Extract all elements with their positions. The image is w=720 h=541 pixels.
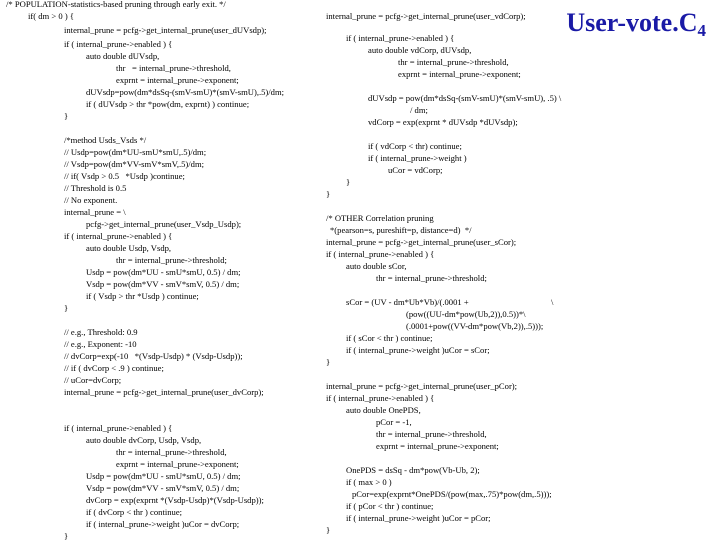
code-line: uCor = vdCorp; — [388, 165, 443, 175]
code-line: // e.g., Exponent: -10 — [64, 339, 137, 349]
code-line: internal_prune = pcfg->get_internal_prune(user_vdCorp); — [326, 11, 526, 21]
code-line: } — [326, 189, 331, 199]
code-line: // Vsdp=pow(dm*VV-smV*smV,.5)/dm; — [64, 159, 205, 169]
code-line: // Threshold is 0.5 — [64, 183, 127, 193]
code-line: thr = internal_prune->threshold, — [116, 447, 227, 457]
code-line: if ( internal_prune->enabled ) { — [64, 423, 173, 433]
code-line: } — [326, 357, 331, 367]
code-line: // dvCorp=exp(-10 *(Vsdp-Usdp) * (Vsdp-Usdp)); — [64, 351, 243, 361]
code-line: if ( internal_prune->enabled ) { — [326, 249, 435, 259]
code-line: Usdp = pow(dm*UU - smU*smU, 0.5) / dm; — [86, 267, 241, 277]
code-line: if ( internal_prune->weight )uCor = sCor; — [346, 345, 490, 355]
code-line: // No exponent. — [64, 195, 118, 205]
code-line: if ( internal_prune->enabled ) { — [64, 231, 173, 241]
code-line: Vsdp = pow(dm*VV - smV*smV, 0.5) / dm; — [86, 483, 240, 493]
slide-title — [566, 8, 706, 41]
code-line: /*method Usds_Vsds */ — [64, 135, 147, 145]
slide-title-text: User-vote.C — [566, 8, 698, 37]
code-line: vdCorp = exp(exprnt * dUVsdp *dUVsdp); — [368, 117, 518, 127]
code-line: } — [64, 111, 69, 121]
code-line: if ( internal_prune->enabled ) { — [326, 393, 435, 403]
code-line: auto double OnePDS, — [346, 405, 421, 415]
code-line: if ( internal_prune->weight )uCor = dvCorp; — [86, 519, 240, 529]
code-line: /* OTHER Correlation pruning — [326, 213, 434, 223]
code-line: if ( dUVsdp > thr *pow(dm, exprnt) ) continue; — [86, 99, 250, 109]
code-line: } — [346, 177, 351, 187]
code-line: pCor = -1, — [376, 417, 412, 427]
code-line: if ( internal_prune->enabled ) { — [64, 39, 173, 49]
code-line: (.0001+pow((VV-dm*pow(Vb,2)),.5))); — [406, 321, 544, 331]
code-line: auto double dUVsdp, — [86, 51, 160, 61]
code-line: if ( Vsdp > thr *Usdp ) continue; — [86, 291, 199, 301]
code-line: internal_prune = pcfg->get_internal_prune(user_sCor); — [326, 237, 517, 247]
code-line: // uCor=dvCorp; — [64, 375, 122, 385]
code-line: auto double Usdp, Vsdp, — [86, 243, 172, 253]
code-line: if ( vdCorp < thr) continue; — [368, 141, 462, 151]
code-line: dUVsdp = pow(dm*dsSq-(smV-smU)*(smV-smU), .5) \ — [368, 93, 562, 103]
code-line: if ( dvCorp < thr ) continue; — [86, 507, 183, 517]
code-line: *(pearson=s, pureshift=p, distance=d) */ — [330, 225, 472, 235]
code-line: if( dm > 0 ) { — [28, 11, 74, 21]
slide-title-subscript: 4 — [697, 21, 706, 40]
code-line: dvCorp = exp(exprnt *(Vsdp-Usdp)*(Vsdp-Usdp)); — [86, 495, 264, 505]
code-line: exprnt = internal_prune->exponent; — [398, 69, 521, 79]
code-line: // e.g., Threshold: 0.9 — [64, 327, 138, 337]
code-line: exprnt = internal_prune->exponent; — [376, 441, 499, 451]
code-line: } — [64, 303, 69, 313]
code-line: (pow((UU-dm*pow(Ub,2)),0.5))*\ — [406, 309, 526, 319]
code-line: // if( Vsdp > 0.5 *Usdp )continue; — [64, 171, 185, 181]
code-line: thr = internal_prune->threshold; — [116, 255, 227, 265]
code-line: if ( internal_prune->weight ) — [368, 153, 467, 163]
code-line: internal_prune = pcfg->get_internal_prune(user_pCor); — [326, 381, 518, 391]
code-line: if ( sCor < thr ) continue; — [346, 333, 433, 343]
code-line: if ( internal_prune->enabled ) { — [346, 33, 455, 43]
code-line: OnePDS = dsSq - dm*pow(Vb-Ub, 2); — [346, 465, 480, 475]
code-line: } — [326, 525, 331, 535]
code-line: thr = internal_prune->threshold; — [376, 273, 487, 283]
code-line: if ( internal_prune->weight )uCor = pCor; — [346, 513, 491, 523]
code-line: exprnt = internal_prune->exponent; — [116, 459, 239, 469]
code-line: // if ( dvCorp < .9 ) continue; — [64, 363, 164, 373]
code-line: auto double sCor, — [346, 261, 407, 271]
code-line: if ( max > 0 ) — [346, 477, 392, 487]
code-line: if ( pCor < thr ) continue; — [346, 501, 434, 511]
code-line: pCor=exp(exprnt*OnePDS/(pow(max,.75)*pow(dm,.5))); — [352, 489, 552, 499]
code-line: \ — [551, 297, 554, 307]
code-line: Vsdp = pow(dm*VV - smV*smV, 0.5) / dm; — [86, 279, 240, 289]
code-line: Usdp = pow(dm*UU - smU*smU, 0.5) / dm; — [86, 471, 241, 481]
code-line: internal_prune = pcfg->get_internal_prune(user_dvCorp); — [64, 387, 264, 397]
code-line: thr = internal_prune->threshold, — [116, 63, 231, 73]
code-line: internal_prune = pcfg->get_internal_prune(user_dUVsdp); — [64, 25, 267, 35]
code-line: pcfg->get_internal_prune(user_Vsdp_Usdp); — [86, 219, 242, 229]
code-line: auto double vdCorp, dUVsdp, — [368, 45, 472, 55]
code-line: thr = internal_prune->threshold, — [376, 429, 487, 439]
code-line: auto double dvCorp, Usdp, Vsdp, — [86, 435, 202, 445]
code-line: / dm; — [410, 105, 428, 115]
code-line: internal_prune = \ — [64, 207, 126, 217]
code-line: sCor = (UV - dm*Ub*Vb)/(.0001 + — [346, 297, 469, 307]
code-line: dUVsdp=pow(dm*dsSq-(smV-smU)*(smV-smU),.5)/dm; — [86, 87, 285, 97]
code-line: thr = internal_prune->threshold, — [398, 57, 509, 67]
code-line: exprnt = internal_prune->exponent; — [116, 75, 239, 85]
code-line: /* POPULATION-statistics-based pruning through early exit. */ — [6, 0, 226, 9]
code-line: // Usdp=pow(dm*UU-smU*smU,.5)/dm; — [64, 147, 207, 157]
code-line: } — [64, 531, 69, 541]
